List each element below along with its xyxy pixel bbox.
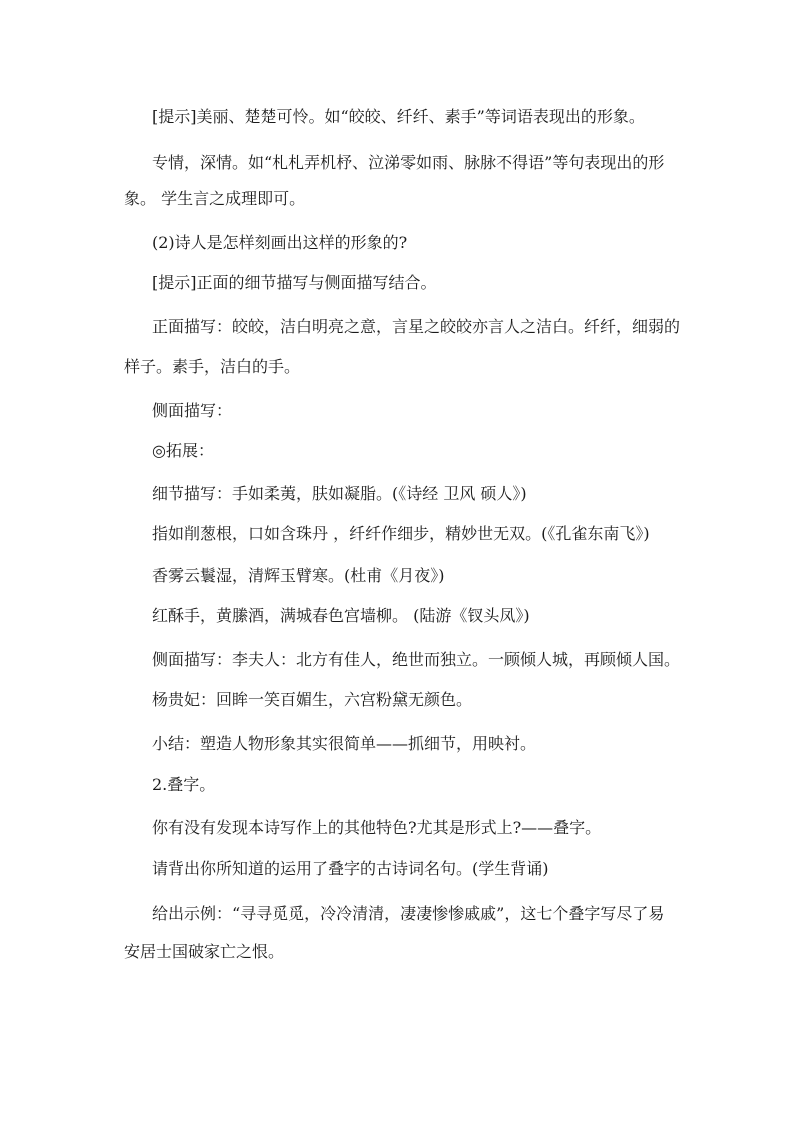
paragraph-line: 细节描写：手如柔荑，肤如凝脂。(《诗经 卫风 硕人》): [152, 484, 527, 503]
paragraph-line: 侧面描写：: [152, 401, 233, 420]
paragraph-line: [提示]美丽、楚楚可怜。如“皎皎、纤纤、素手”等词语表现出的形象。: [152, 107, 645, 126]
paragraph-line: 侧面描写：李夫人：北方有佳人，绝世而独立。一顾倾人城，再顾倾人国。: [152, 650, 681, 669]
section-heading: 2.叠字。: [152, 775, 216, 794]
paragraph-line: 样子。素手，洁白的手。: [124, 357, 301, 376]
paragraph-line: (2)诗人是怎样刻画出这样的形象的?: [152, 233, 408, 252]
paragraph-line: 象。 学生言之成理即可。: [124, 189, 306, 208]
paragraph-line: [提示]正面的细节描写与侧面描写结合。: [152, 273, 437, 292]
paragraph-line: 杨贵妃：回眸一笑百媚生，六宫粉黛无颜色。: [152, 690, 473, 709]
paragraph-line: 专情，深情。如“札札弄机杼、泣涕零如雨、脉脉不得语”等句表现出的形: [152, 153, 665, 172]
paragraph-line: 红酥手，黄縢酒，满城春色宫墙柳。 (陆游《钗头凤》): [152, 606, 530, 625]
paragraph-line: ◎拓展：: [152, 441, 214, 460]
paragraph-line: 给出示例：“寻寻觅觅，冷冷清清，凄凄惨惨戚戚”，这七个叠字写尽了易: [152, 904, 665, 923]
paragraph-line: 安居士国破家亡之恨。: [124, 942, 285, 961]
paragraph-line: 正面描写：皎皎，洁白明亮之意，言星之皎皎亦言人之洁白。纤纤，细弱的: [152, 317, 681, 336]
paragraph-line: 指如削葱根，口如含珠丹 ，纤纤作细步，精妙世无双。(《孔雀东南飞》): [152, 524, 650, 543]
paragraph-line: 请背出你所知道的运用了叠字的古诗词名句。(学生背诵): [152, 859, 549, 878]
paragraph-line: 你有没有发现本诗写作上的其他特色?尤其是形式上?——叠字。: [152, 818, 602, 837]
paragraph-line: 香雾云鬟湿，清辉玉臂寒。(杜甫《月夜》): [152, 566, 445, 585]
paragraph-line: 小结：塑造人物形象其实很简单——抓细节，用映衬。: [152, 734, 537, 753]
